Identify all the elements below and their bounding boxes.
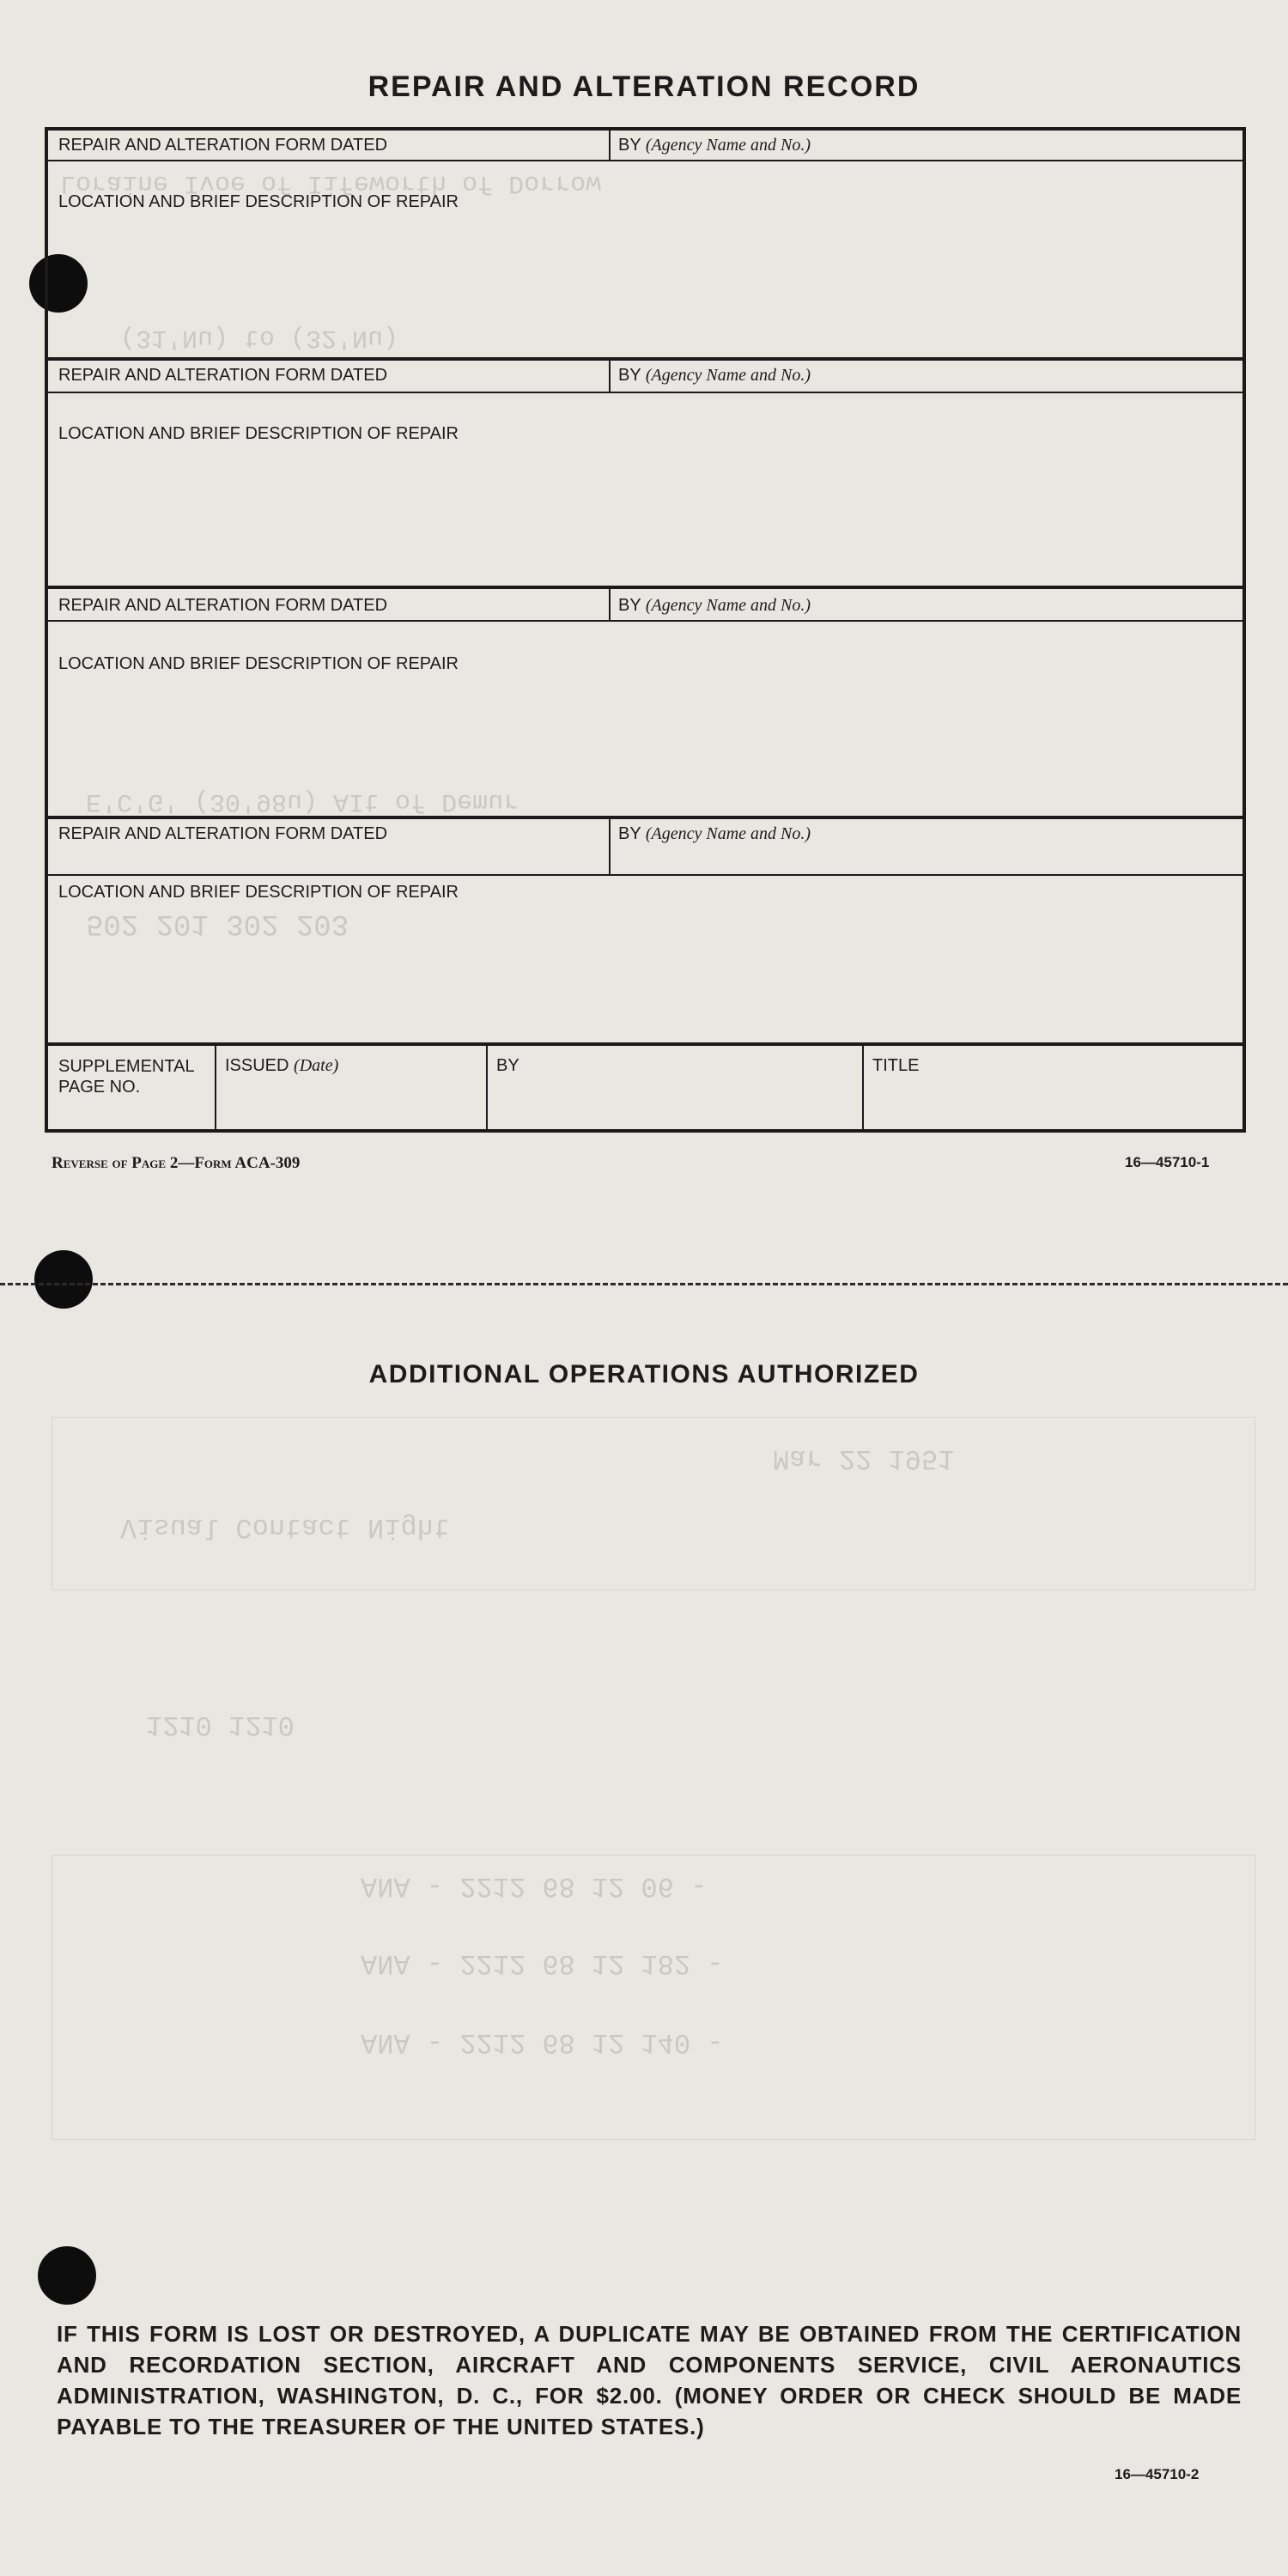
record-block-3 bbox=[48, 589, 1242, 819]
column-divider bbox=[486, 1046, 488, 1133]
by-label bbox=[618, 824, 811, 844]
punch-hole-bottom bbox=[38, 2246, 96, 2305]
repair-description-field[interactable] bbox=[48, 447, 1242, 582]
by-label bbox=[618, 136, 811, 155]
bleed-through-text: 502 201 302 203 bbox=[86, 907, 349, 939]
by-hint: (Agency Name and No.) bbox=[645, 596, 811, 615]
issued-label bbox=[225, 1056, 338, 1076]
form-code-top: 16—45710-1 bbox=[1125, 1154, 1210, 1170]
bleed-through-text: ANA - 2212 68 12 182 - bbox=[361, 1947, 724, 1979]
column-divider bbox=[609, 361, 611, 392]
form-dated-label: REPAIR AND ALTERATION FORM DATED bbox=[58, 596, 388, 615]
bleed-through-text: Visual Contact Night bbox=[120, 1511, 451, 1543]
by-label-text: BY bbox=[618, 596, 641, 615]
repair-record-table bbox=[45, 127, 1246, 1133]
additional-operations-title: ADDITIONAL OPERATIONS AUTHORIZED bbox=[368, 1360, 920, 1388]
supplemental-label-line2: PAGE NO. bbox=[58, 1078, 141, 1097]
bleed-through-text: 1210 1210 bbox=[146, 1709, 295, 1741]
bleed-through-text: ANA - 2212 68 12 140 - bbox=[361, 2026, 724, 2058]
bleed-through-text: ANA - 2212 68 12 06 - bbox=[361, 1870, 708, 1902]
punch-hole-middle bbox=[34, 1250, 93, 1309]
row-divider bbox=[48, 874, 1242, 876]
by-label-text: BY bbox=[618, 136, 641, 155]
supplemental-row bbox=[48, 1046, 1242, 1133]
form-dated-label: REPAIR AND ALTERATION FORM DATED bbox=[58, 824, 388, 843]
bleed-through-text: (31'Nu) to (32'Nu) bbox=[120, 323, 399, 352]
record-block-1 bbox=[48, 131, 1242, 361]
column-divider bbox=[215, 1046, 216, 1133]
by-label-text: BY bbox=[618, 824, 641, 843]
row-divider bbox=[48, 392, 1242, 393]
by-hint: (Agency Name and No.) bbox=[645, 824, 811, 843]
record-block-2 bbox=[48, 361, 1242, 589]
lost-form-notice: IF THIS FORM IS LOST OR DESTROYED, A DUPLICATE MAY BE OBTAINED FROM THE CERTIFICATION AND RECORDATION SECTION, AIRCRAFT AND COMPONENTS SERVICE, CIVIL AERONAUTICS ADMINISTRATION, WASHINGTON, D. C., FOR $2.00. (MONEY ORDER OR CHECK SHOULD BE MADE PAYABLE TO THE TREASURER OF THE UNITED STATES.) bbox=[57, 2321, 1242, 2439]
by-hint: (Agency Name and No.) bbox=[645, 366, 811, 385]
form-dated-label: REPAIR AND ALTERATION FORM DATED bbox=[58, 366, 388, 385]
by-label-text: BY bbox=[618, 366, 641, 385]
location-label: LOCATION AND BRIEF DESCRIPTION OF REPAIR bbox=[58, 192, 459, 211]
reverse-page-label: Reverse of Page 2—Form ACA-309 bbox=[52, 1154, 301, 1172]
repair-description-field[interactable] bbox=[48, 216, 1242, 354]
column-divider bbox=[609, 819, 611, 876]
supplemental-page-label bbox=[58, 1056, 195, 1097]
column-divider bbox=[862, 1046, 864, 1133]
location-label: LOCATION AND BRIEF DESCRIPTION OF REPAIR bbox=[58, 654, 459, 673]
page-title: REPAIR AND ALTERATION RECORD bbox=[368, 70, 920, 103]
supplemental-label-line1: SUPPLEMENTAL bbox=[58, 1057, 195, 1076]
by-label bbox=[618, 596, 811, 616]
by-hint: (Agency Name and No.) bbox=[645, 136, 811, 155]
form-code-bottom: 16—45710-2 bbox=[1115, 2466, 1200, 2482]
location-label: LOCATION AND BRIEF DESCRIPTION OF REPAIR bbox=[58, 424, 459, 443]
supplemental-by-label: BY bbox=[496, 1056, 519, 1075]
repair-description-field[interactable] bbox=[48, 675, 1242, 812]
row-divider bbox=[48, 160, 1242, 161]
location-label: LOCATION AND BRIEF DESCRIPTION OF REPAIR bbox=[58, 883, 459, 902]
repair-description-field[interactable] bbox=[48, 905, 1242, 1039]
bleed-through-grid bbox=[52, 1855, 1255, 2140]
supplemental-title-label: TITLE bbox=[872, 1056, 920, 1075]
issued-label-text: ISSUED bbox=[225, 1056, 289, 1075]
column-divider bbox=[609, 589, 611, 620]
column-divider bbox=[609, 131, 611, 160]
issued-hint: (Date) bbox=[294, 1056, 339, 1075]
bleed-through-text: E'C'G' (30'98u) AIt of Demur bbox=[86, 787, 519, 816]
form-dated-label: REPAIR AND ALTERATION FORM DATED bbox=[58, 136, 388, 155]
by-label bbox=[618, 366, 811, 386]
bleed-through-grid bbox=[52, 1417, 1255, 1590]
bleed-through-text: Loraine Ivoe of Iifeworth of Dorrow bbox=[60, 168, 602, 197]
bleed-through-text: Mar 22 1951 bbox=[773, 1443, 955, 1474]
row-divider bbox=[48, 620, 1242, 622]
record-block-4 bbox=[48, 819, 1242, 1046]
perforation-line bbox=[0, 1283, 1288, 1285]
